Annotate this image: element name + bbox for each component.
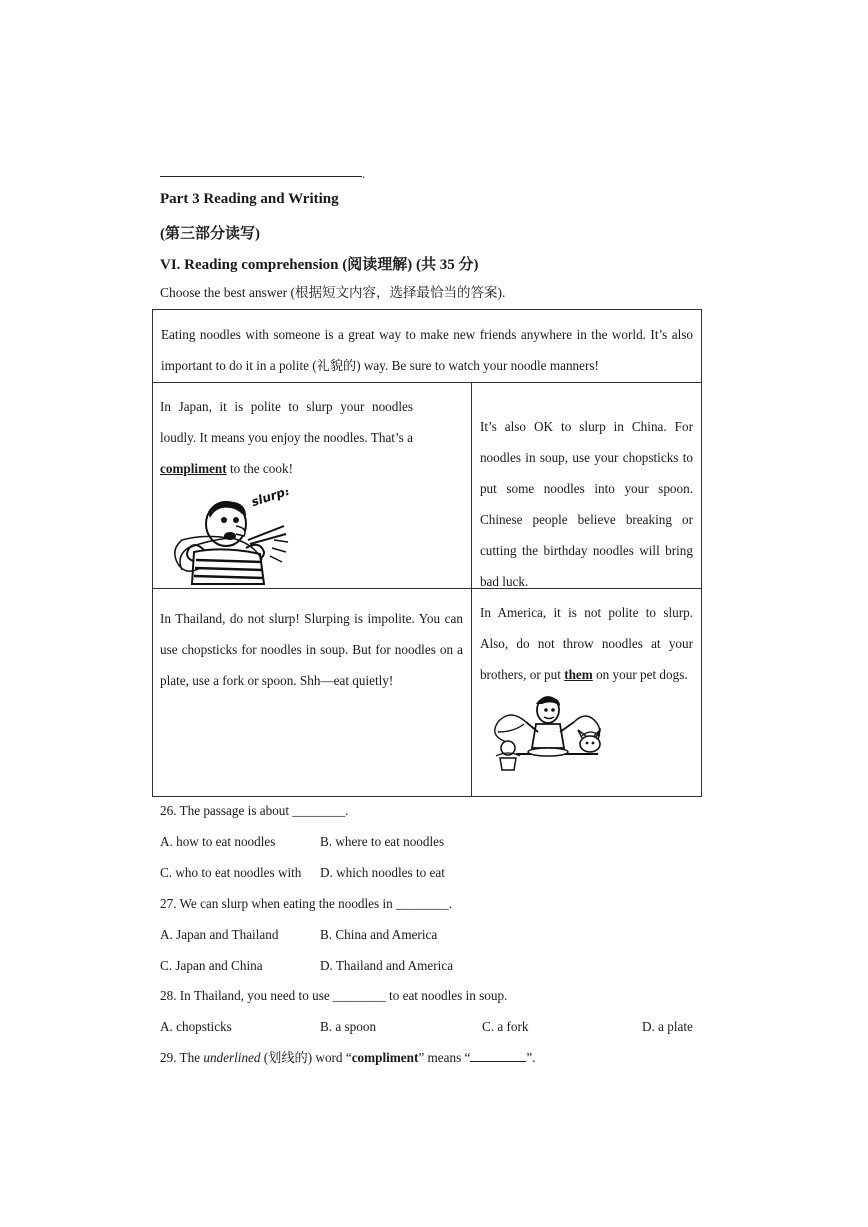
question-28-option-c: C. a fork — [482, 1019, 529, 1034]
question-26-stem: 26. The passage is about ________. — [160, 803, 349, 818]
question-28-option-b: B. a spoon — [320, 1019, 377, 1034]
question-27-option-c: C. Japan and China — [160, 958, 263, 973]
answer-blank-period: . — [362, 166, 366, 181]
part-title: Part 3 Reading and Writing — [160, 191, 339, 207]
thailand-cell — [153, 589, 472, 797]
china-text: It’s also OK to slurp in China. For noodles in soup, use your chopsticks to put some noodles into your spoon. Chinese people believe breaking or cutting the birthday noodles will bring bad luck. — [479, 419, 693, 589]
question-26-option-b: B. where to eat noodles — [320, 834, 445, 849]
question-26-option-a: A. how to eat noodles — [160, 834, 276, 849]
part-subtitle: (第三部分读写) — [160, 226, 260, 242]
question-27-option-d: D. Thailand and America — [320, 958, 454, 973]
question-27-option-b: B. China and America — [320, 927, 438, 942]
instruction-text: Choose the best answer (根据短文内容，选择最恰当的答案). — [160, 285, 506, 300]
japan-text: In Japan, it is polite to slurp your noodles loudly. It means you enjoy the noodles. That’s a compliment to the cook! slurp! — [153, 383, 421, 588]
slurping-man-illustration — [164, 490, 413, 597]
question-28-stem: 28. In Thailand, you need to use ________ to eat noodles in soup. — [160, 988, 508, 1003]
china-cell — [471, 383, 701, 589]
passage-intro-cell — [153, 310, 702, 383]
compliment-quoted: compliment — [351, 1050, 419, 1065]
question-26-option-d: D. which noodles to eat — [320, 865, 445, 880]
question-27-stem: 27. We can slurp when eating the noodles in ________. — [160, 896, 453, 911]
question-28-option-a: A. chopsticks — [160, 1019, 232, 1034]
question-29-answer-blank — [470, 1061, 526, 1062]
question-27-option-a: A. Japan and Thailand — [160, 927, 279, 942]
america-text: In America, it is not polite to slurp. Also, do not throw noodles at your brothers, or put them on your pet dogs. — [472, 589, 701, 796]
compliment-keyword: compliment — [160, 461, 227, 476]
passage-intro: Eating noodles with someone is a great way to make new friends anywhere in the world. It’s also important to do it in a polite (礼貌的) way. Be sure to watch your noodle manners! — [161, 327, 693, 373]
question-26-option-c: C. who to eat noodles with — [160, 865, 302, 880]
slurp-sound-text: slurp! — [249, 490, 292, 510]
passage-table — [152, 309, 702, 797]
question-28-option-d: D. a plate — [642, 1019, 693, 1034]
boy-throwing-noodles-illustration — [486, 692, 693, 787]
answer-blank-line — [160, 176, 362, 177]
america-cell — [471, 589, 701, 797]
japan-cell — [153, 383, 472, 589]
them-keyword: them — [564, 667, 593, 682]
thailand-text: In Thailand, do not slurp! Slurping is impolite. You can use chopsticks for noodles in soup. But for noodles on a plate, use a fork or spoon. Shh—eat quietly! — [160, 611, 463, 688]
section-title: VI. Reading comprehension (阅读理解) (共 35 分) — [160, 257, 479, 273]
question-29-stem: 29. The underlined (划线的) word “compliment” means “ ”. — [160, 1050, 536, 1065]
